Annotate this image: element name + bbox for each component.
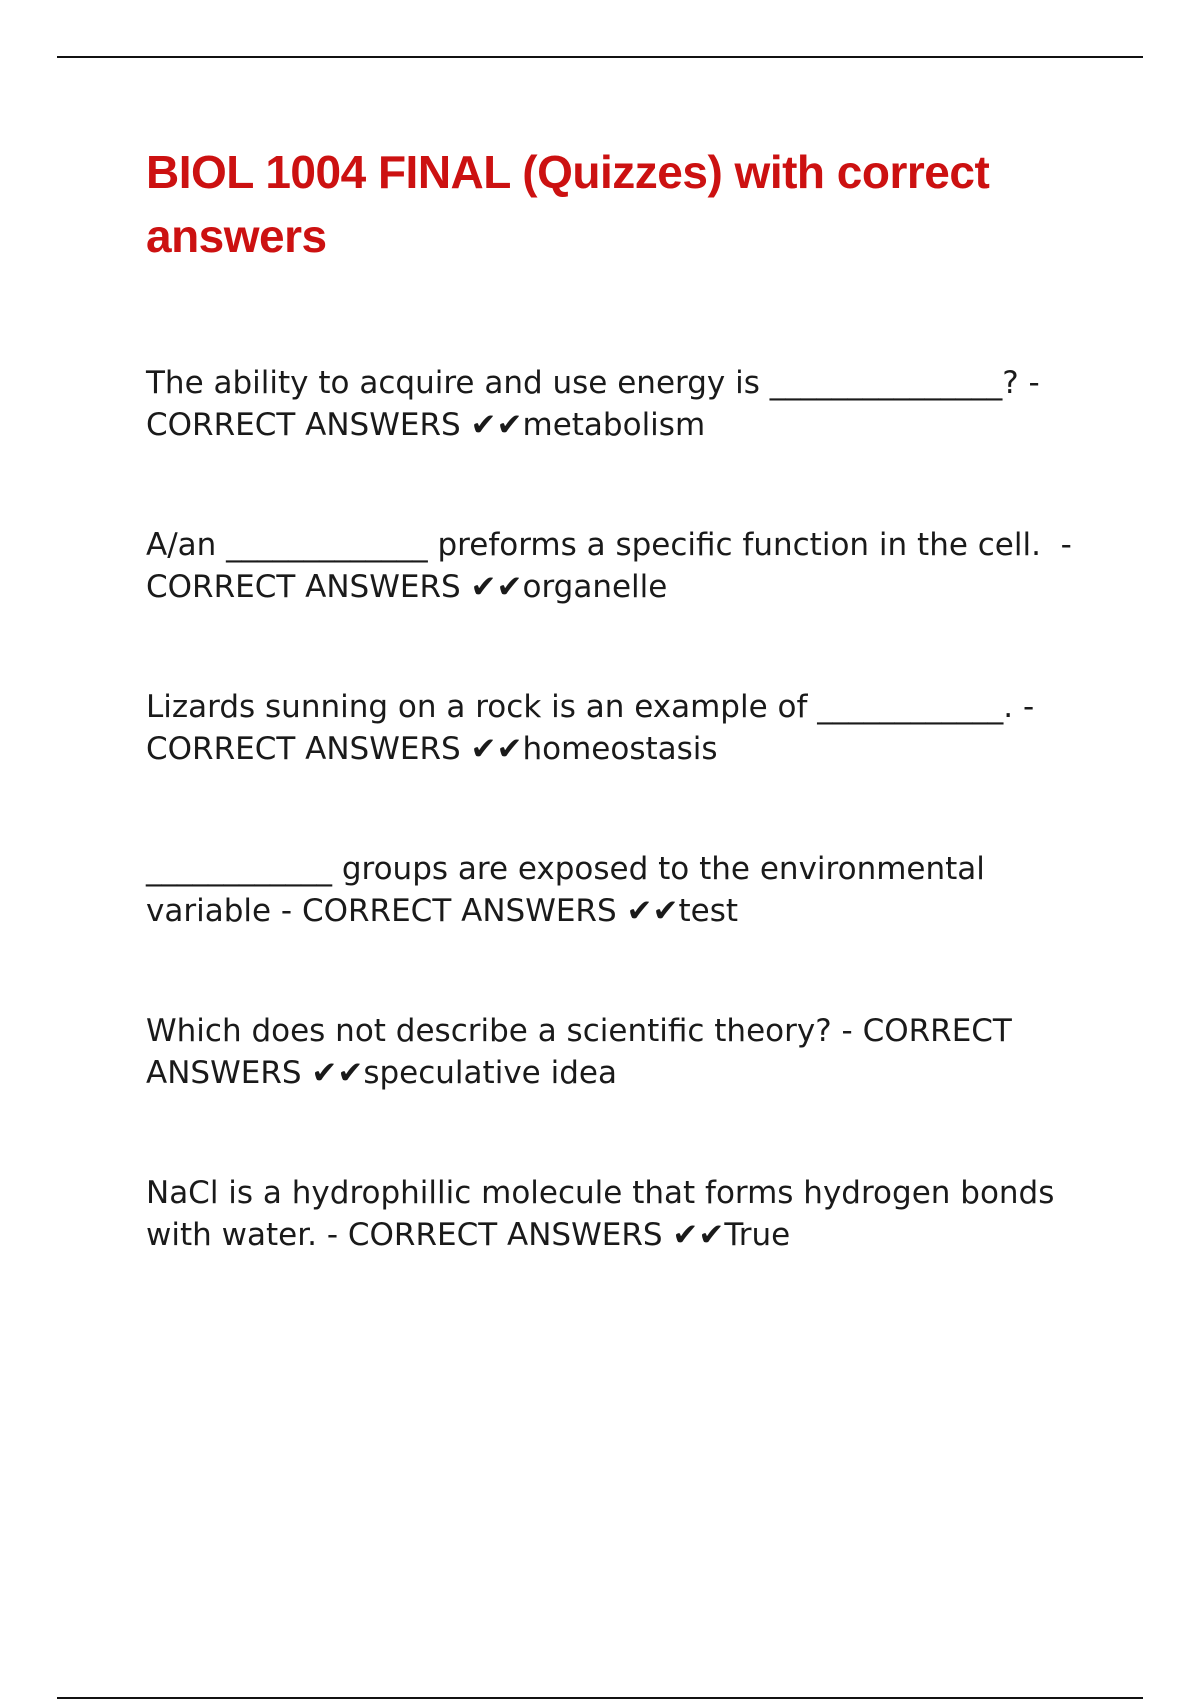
check-mark-icon: ✔✔ — [470, 569, 523, 605]
answer-text: organelle — [522, 569, 668, 605]
qa-item — [146, 848, 1106, 932]
check-mark-icon: ✔✔ — [470, 407, 523, 443]
answer-text: metabolism — [522, 407, 706, 443]
answer-text: speculative idea — [363, 1055, 617, 1091]
separator: - — [831, 1013, 863, 1049]
question-text: The ability to acquire and use energy is _______________? — [146, 365, 1019, 401]
qa-item — [146, 1172, 1106, 1256]
answer-label: CORRECT ANSWERS — [146, 1013, 1022, 1091]
check-mark-icon: ✔✔ — [672, 1217, 725, 1253]
check-mark-icon: ✔✔ — [311, 1055, 364, 1091]
question-text: NaCl is a hydrophillic molecule that forms hydrogen bonds with water. — [146, 1175, 1075, 1253]
answer-text: test — [678, 893, 739, 929]
check-mark-icon: ✔✔ — [470, 731, 523, 767]
answer-label: CORRECT ANSWERS — [146, 407, 461, 443]
bottom-rule — [57, 1697, 1143, 1699]
answer-label: CORRECT ANSWERS — [301, 893, 617, 929]
question-text: ____________ groups are exposed to the environmental variable — [146, 851, 995, 929]
separator: - — [1018, 365, 1050, 401]
question-text: A/an _____________ preforms a specific function in the cell. — [146, 527, 1051, 563]
check-mark-icon: ✔✔ — [626, 893, 679, 929]
answer-label: CORRECT ANSWERS — [146, 569, 461, 605]
question-text: Which does not describe a scientific theory? — [146, 1013, 832, 1049]
qa-item — [146, 524, 1106, 608]
qa-item — [146, 362, 1106, 446]
separator: - — [1050, 527, 1082, 563]
separator: - — [1013, 689, 1045, 725]
document-title: BIOL 1004 FINAL (Quizzes) with correct answers — [146, 146, 990, 262]
separator: - — [316, 1217, 348, 1253]
document-body — [146, 140, 1106, 1334]
answer-text: homeostasis — [522, 731, 718, 767]
answer-text: True — [724, 1217, 791, 1253]
top-rule — [57, 56, 1143, 58]
qa-list — [146, 362, 1106, 1256]
qa-item — [146, 1010, 1106, 1094]
question-text: Lizards sunning on a rock is an example of ____________. — [146, 689, 1014, 725]
qa-item — [146, 686, 1106, 770]
answer-label: CORRECT ANSWERS — [347, 1217, 663, 1253]
answer-label: CORRECT ANSWERS — [146, 731, 461, 767]
separator: - — [271, 893, 302, 929]
